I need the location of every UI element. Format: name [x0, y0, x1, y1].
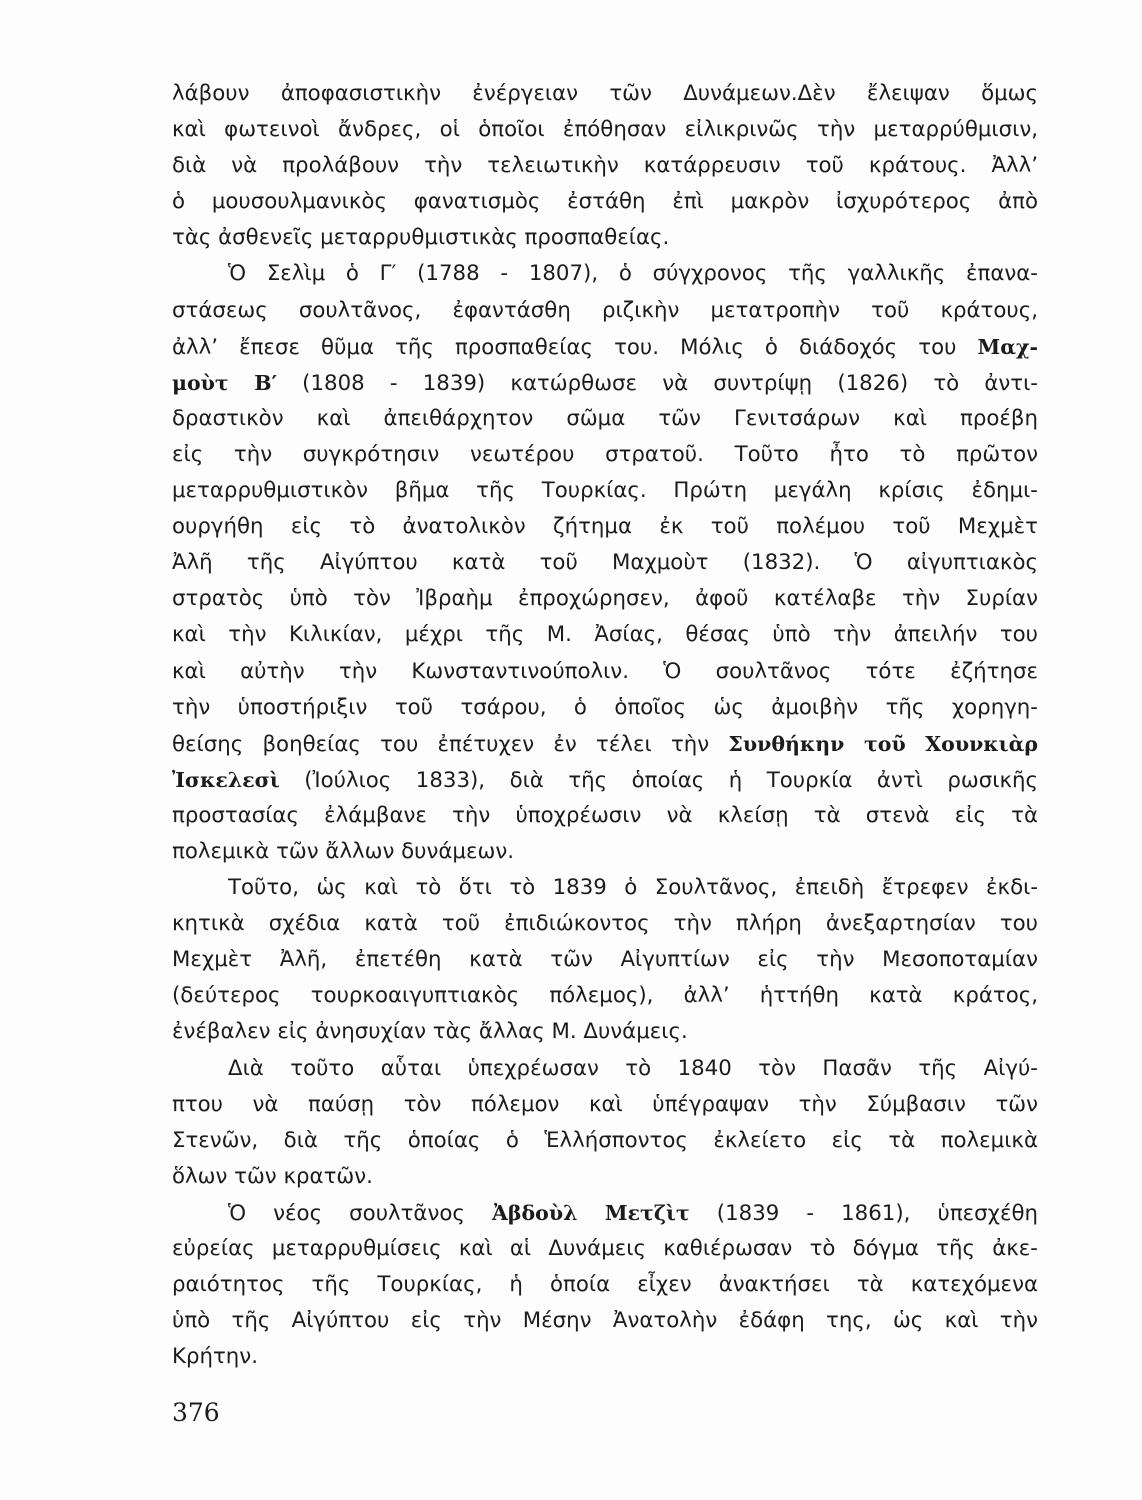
text-line: [172, 1195, 1038, 1231]
text-line: [172, 184, 1038, 220]
text-segment: τὰς ἀσθενεῖς μεταρρυθμιστικὰς προσπαθείας.: [172, 225, 670, 251]
text-line: [172, 581, 1038, 617]
text-line: [172, 1339, 1038, 1375]
text-segment: κητικὰ σχέδια κατὰ τοῦ ἐπιδιώκοντος τὴν πλήρη ἀνεξαρτησίαν του: [172, 911, 1038, 937]
text-line: [172, 256, 1038, 292]
bold-term: μοὺτ Β′: [172, 370, 277, 395]
text-segment: διὰ νὰ προλάβουν τὴν τελειωτικὴν κατάρρευσιν τοῦ κράτους. Ἀλλ’: [172, 153, 1038, 179]
text-line: [172, 1159, 1038, 1195]
text-segment: ουργήθη εἰς τὸ ἀνατολικὸν ζήτημα ἐκ τοῦ πολέμου τοῦ Μεχμὲτ: [172, 514, 1038, 540]
text-line: [172, 942, 1038, 978]
text-line: [172, 690, 1038, 726]
text-line: [172, 762, 1038, 798]
bold-term: Ἀβδοὺλ Μετζὶτ: [491, 1200, 690, 1225]
text-segment: καὶ φωτεινοὶ ἄνδρες, οἱ ὁποῖοι ἐπόθησαν εἰλικρινῶς τὴν μεταρρύθμισιν,: [172, 117, 1038, 143]
text-line: [172, 401, 1038, 437]
text-segment: θείσης βοηθείας του ἐπέτυχεν ἐν τέλει τὴν: [172, 731, 729, 757]
text-segment: καὶ τὴν Κιλικίαν, μέχρι τῆς Μ. Ἀσίας, θέσας ὑπὸ τὴν ἀπειλήν του: [172, 622, 1038, 648]
text-line: [172, 473, 1038, 509]
text-line: [172, 1231, 1038, 1267]
text-segment: Διὰ τοῦτο αὗται ὑπεχρέωσαν τὸ 1840 τὸν Πασᾶν τῆς Αἰγύ-: [228, 1055, 1038, 1081]
text-line: [172, 293, 1038, 329]
text-segment: ραιότητος τῆς Τουρκίας, ἡ ὁποία εἶχεν ἀνακτήσει τὰ κατεχόμενα: [172, 1272, 1038, 1298]
text-segment: προστασίας ἐλάμβανε τὴν ὑποχρέωσιν νὰ κλείσῃ τὰ στενὰ εἰς τὰ: [172, 802, 1038, 828]
text-segment: πολεμικὰ τῶν ἄλλων δυνάμεων.: [172, 838, 514, 864]
text-segment: (1808 - 1839) κατώρθωσε νὰ συντρίψῃ (1826) τὸ ἀντι-: [276, 370, 1038, 396]
text-line: [172, 329, 1038, 365]
text-segment: ἀλλ’ ἔπεσε θῦμα τῆς προσπαθείας του. Μόλις ὁ διάδοχός του: [172, 334, 978, 360]
text-line: [172, 654, 1038, 690]
text-line: [172, 545, 1038, 581]
text-segment: ὁ μουσουλμανικὸς φανατισμὸς ἐστάθη ἐπὶ μακρὸν ἰσχυρότερος ἀπὸ: [172, 189, 1038, 215]
text-line: [172, 112, 1038, 148]
text-line: [172, 1303, 1038, 1339]
text-line: [172, 978, 1038, 1014]
text-line: [172, 906, 1038, 942]
text-line: [172, 1087, 1038, 1123]
text-line: [172, 870, 1038, 906]
text-segment: εὐρείας μεταρρυθμίσεις καὶ αἱ Δυνάμεις καθιέρωσαν τὸ δόγμα τῆς ἀκε-: [172, 1236, 1038, 1261]
bold-term: Μαχ-: [977, 334, 1038, 359]
page-number: 376: [172, 1398, 220, 1427]
bold-term: Συνθήκην τοῦ Χουνκιὰρ: [728, 731, 1039, 756]
text-line: [172, 726, 1038, 762]
text-segment: μεταρρυθμιστικὸν βῆμα τῆς Τουρκίας. Πρώτη μεγάλη κρίσις ἐδημι-: [172, 478, 1038, 504]
text-segment: Μεχμὲτ Ἀλῆ, ἐπετέθη κατὰ τῶν Αἰγυπτίων εἰς τὴν Μεσοποταμίαν: [172, 947, 1038, 973]
body-text: [172, 76, 1038, 1375]
text-segment: Ὁ Σελὶμ ὁ Γ′ (1788 - 1807), ὁ σύγχρονος τῆς γαλλικῆς ἐπανα-: [228, 261, 1038, 287]
text-segment: λάβουν ἀποφασιστικὴν ἐνέργειαν τῶν Δυνάμεων.Δὲν ἔλειψαν ὅμως: [172, 81, 1038, 106]
text-segment: στρατὸς ὑπὸ τὸν Ἰβραὴμ ἐπροχώρησεν, ἀφοῦ κατέλαβε τὴν Συρίαν: [172, 586, 1038, 612]
text-line: [172, 365, 1038, 401]
text-line: [172, 1123, 1038, 1159]
text-segment: (1839 - 1861), ὑπεσχέθη: [689, 1200, 1038, 1226]
text-segment: πτου νὰ παύσῃ τὸν πόλεμον καὶ ὑπέγραψαν τὴν Σύμβασιν τῶν: [172, 1091, 1038, 1117]
text-segment: (Ἰούλιος 1833), διὰ τῆς ὁποίας ἡ Τουρκία ἀντὶ ρωσικῆς: [279, 767, 1038, 793]
bold-term: Ἰσκελεσὶ: [172, 767, 280, 792]
text-segment: Κρήτην.: [172, 1344, 258, 1370]
text-segment: (δεύτερος τουρκοαιγυπτιακὸς πόλεμος), ἀλλ’ ἡττήθη κατὰ κράτος,: [172, 983, 1038, 1009]
text-segment: τὴν ὑποστήριξιν τοῦ τσάρου, ὁ ὁποῖος ὡς ἀμοιβὴν τῆς χορηγη-: [172, 694, 1038, 720]
text-segment: Τοῦτο, ὡς καὶ τὸ ὅτι τὸ 1839 ὁ Σουλτᾶνος, ἐπειδὴ ἔτρεφεν ἐκδι-: [228, 875, 1038, 901]
text-segment: ὑπὸ τῆς Αἰγύπτου εἰς τὴν Μέσην Ἀνατολὴν ἐδάφη της, ὡς καὶ τὴν: [172, 1308, 1038, 1334]
text-segment: Ἀλῆ τῆς Αἰγύπτου κατὰ τοῦ Μαχμοὺτ (1832). Ὁ αἰγυπτιακὸς: [172, 550, 1038, 576]
text-line: [172, 617, 1038, 653]
text-line: [172, 1014, 1038, 1050]
text-segment: ἐνέβαλεν εἰς ἀνησυχίαν τὰς ἄλλας Μ. Δυνάμεις.: [172, 1019, 688, 1045]
text-segment: καὶ αὐτὴν τὴν Κωνσταντινούπολιν. Ὁ σουλτᾶνος τότε ἐζήτησε: [172, 658, 1038, 684]
text-line: [172, 1051, 1038, 1087]
text-line: [172, 798, 1038, 834]
text-segment: εἰς τὴν συγκρότησιν νεωτέρου στρατοῦ. Τοῦτο ἦτο τὸ πρῶτον: [172, 441, 1038, 467]
text-segment: Ὁ νέος σουλτᾶνος: [228, 1200, 492, 1226]
text-line: [172, 76, 1038, 112]
text-line: [172, 220, 1038, 256]
text-segment: στάσεως σουλτᾶνος, ἐφαντάσθη ριζικὴν μετατροπὴν τοῦ κράτους,: [172, 297, 1038, 323]
text-line: [172, 834, 1038, 870]
text-line: [172, 509, 1038, 545]
text-segment: Στενῶν, διὰ τῆς ὁποίας ὁ Ἑλλήσποντος ἐκλείετο εἰς τὰ πολεμικὰ: [172, 1127, 1038, 1153]
text-segment: ὅλων τῶν κρατῶν.: [172, 1163, 373, 1189]
text-line: [172, 148, 1038, 184]
text-segment: δραστικὸν καὶ ἀπειθάρχητον σῶμα τῶν Γενιτσάρων καὶ προέβη: [172, 405, 1038, 431]
text-line: [172, 1267, 1038, 1303]
text-line: [172, 437, 1038, 473]
